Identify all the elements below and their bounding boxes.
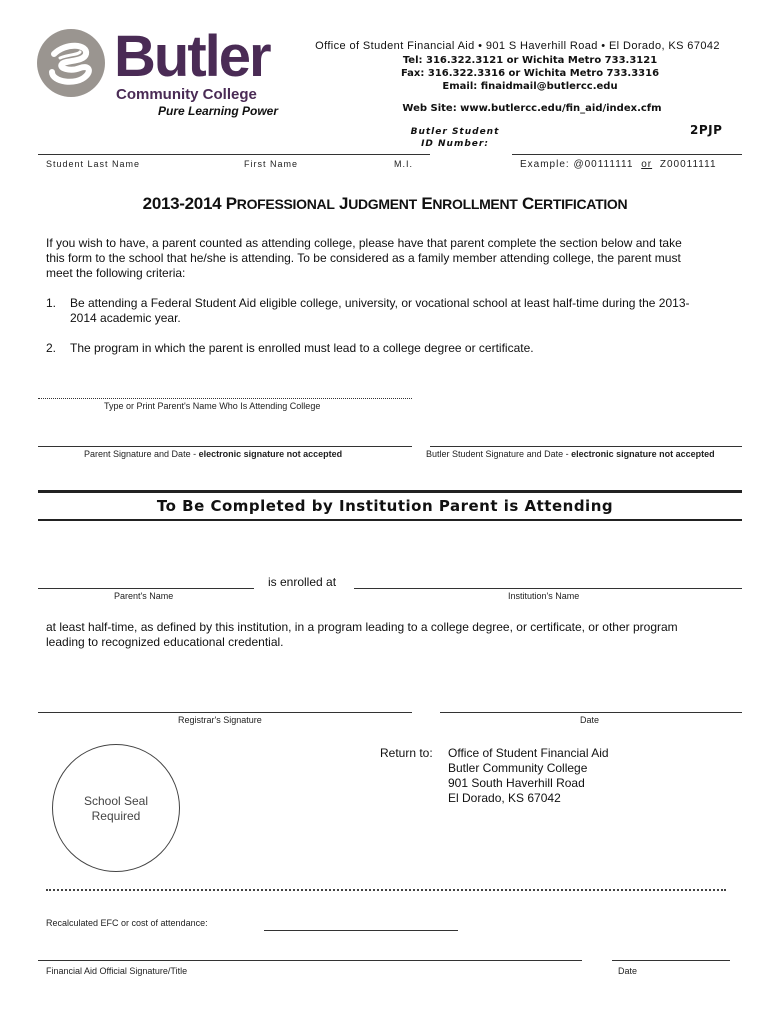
return-to-label: Return to: [380,746,433,760]
official-signature-field[interactable] [38,960,582,961]
website: Web Site: www.butlercc.edu/fin_aid/index.cfm [402,103,662,114]
parents-name-label: Parent's Name [114,591,174,601]
parent-name-label: Type or Print Parent's Name Who Is Attending College [104,401,321,411]
return-address: Office of Student Financial Aid Butler Community College 901 South Haverhill Road El Dorado, KS 67042 [448,746,609,805]
intro-paragraph: If you wish to have, a parent counted as attending college, please have that parent complete the section below and take this form to the school that he/she is attending. To be considered as a family member attending college, the parent must meet the following criteria: [46,236,682,280]
section-rule-top [38,490,742,493]
registrar-signature-label: Registrar's Signature [178,715,262,725]
section-rule-bottom [38,519,742,521]
contact-block [340,54,720,93]
registrar-date-label: Date [580,715,600,725]
parent-signature-field[interactable] [38,446,412,447]
institution-name-label: Institution's Name [508,591,580,601]
recalculated-efc-label: Recalculated EFC or cost of attendance: [46,918,208,928]
fax: Fax: 316.322.3316 or Wichita Metro 733.3316 [400,68,660,79]
criterion-2-number: 2. [46,341,57,355]
mi-label: M.I. [394,159,413,169]
last-name-label: Student Last Name [46,159,141,169]
criterion-1: Be attending a Federal Student Aid eligible college, university, or vocational school at least half-time during the 2013- 2014 academic year. [70,296,690,325]
institution-section-title: To Be Completed by Institution Parent is Attending [156,497,614,515]
student-signature-field[interactable] [430,446,742,447]
email: Email: finaidmail@butlercc.edu [442,81,618,92]
criterion-2: The program in which the parent is enrolled must lead to a college degree or certificate. [70,341,534,355]
parent-name-field[interactable] [38,398,412,399]
registrar-signature-field[interactable] [38,712,412,713]
form-code: 2PJP [690,123,723,137]
official-date-label: Date [618,966,638,976]
registrar-date-field[interactable] [440,712,742,713]
enrollment-statement: at least half-time, as defined by this institution, in a program leading to a college degree, or certificate, or other program leading to recognized educational credential. [46,620,678,649]
telephone: Tel: 316.322.3121 or Wichita Metro 733.3121 [402,55,658,66]
recalculated-efc-field[interactable] [264,930,458,931]
office-address: Office of Student Financial Aid • 901 S Haverhill Road • El Dorado, KS 67042 [315,40,720,52]
institution-name-field[interactable] [354,588,742,589]
form-title: 2013-2014 PROFESSIONAL JUDGMENT ENROLLMENT CERTIFICATION [142,194,628,213]
official-signature-label: Financial Aid Official Signature/Title [46,966,188,976]
criterion-1-number: 1. [46,296,57,310]
first-name-label: First Name [244,159,299,169]
id-example: Example: @00111111 or Z00011111 [520,159,717,170]
official-date-field[interactable] [612,960,730,961]
student-id-label: Butler Student ID Number: [410,127,500,149]
parents-name-field[interactable] [38,588,254,589]
parent-signature-label: Parent Signature and Date - electronic signature not accepted [84,449,343,459]
logo-tagline: Pure Learning Power [158,104,279,118]
student-name-field[interactable] [38,154,430,155]
butler-logo-icon [36,28,106,98]
student-signature-label: Butler Student Signature and Date - electronic signature not accepted [426,449,715,459]
student-id-field[interactable] [512,154,742,155]
logo-subname: Community College [116,86,257,103]
logo-wordmark: Butler [114,24,270,89]
is-enrolled-at: is enrolled at [268,575,337,589]
office-use-divider [46,889,726,891]
school-seal-label: School Seal Required [83,794,149,823]
